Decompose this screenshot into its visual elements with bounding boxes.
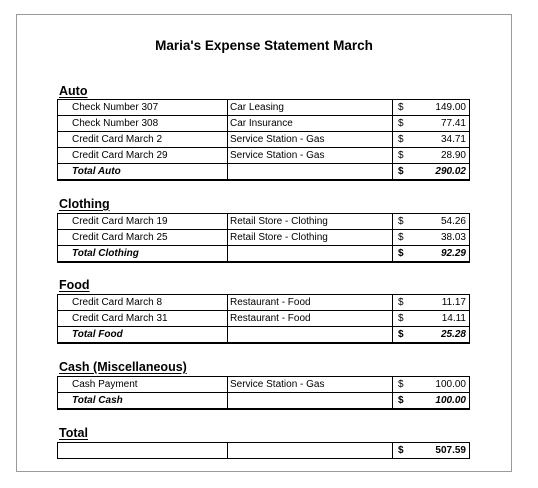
currency-symbol: $ [393, 230, 417, 246]
row-amount: 77.41 [417, 116, 470, 132]
table-row [58, 230, 470, 246]
empty-cell [228, 327, 393, 344]
currency-symbol: $ [393, 443, 417, 459]
row-description: Credit Card March 29 [58, 148, 228, 164]
row-category: Service Station - Gas [228, 377, 393, 393]
total-label: Total Clothing [58, 246, 228, 263]
expense-table-clothing [57, 213, 470, 263]
row-category: Restaurant - Food [228, 311, 393, 327]
total-amount: 25.28 [417, 327, 470, 344]
table-row [58, 148, 470, 164]
section-heading-clothing: Clothing [59, 197, 110, 211]
row-category: Service Station - Gas [228, 148, 393, 164]
row-category: Car Insurance [228, 116, 393, 132]
row-amount: 38.03 [417, 230, 470, 246]
total-amount: 290.02 [417, 164, 470, 181]
total-label: Total Food [58, 327, 228, 344]
row-description: Credit Card March 31 [58, 311, 228, 327]
currency-symbol: $ [393, 100, 417, 116]
section-heading-cash: Cash (Miscellaneous) [59, 360, 187, 374]
table-row [58, 214, 470, 230]
grand-total-table [57, 442, 470, 459]
row-description: Check Number 307 [58, 100, 228, 116]
section-heading-auto: Auto [59, 84, 88, 98]
row-category: Retail Store - Clothing [228, 230, 393, 246]
table-row [58, 311, 470, 327]
row-amount: 11.17 [417, 295, 470, 311]
expense-table-food [57, 294, 470, 344]
grand-total-amount: 507.59 [417, 443, 470, 459]
row-category: Car Leasing [228, 100, 393, 116]
row-description: Check Number 308 [58, 116, 228, 132]
row-amount: 100.00 [417, 377, 470, 393]
row-description: Credit Card March 8 [58, 295, 228, 311]
page-title: Maria's Expense Statement March [155, 38, 373, 53]
table-row [58, 377, 470, 393]
row-amount: 149.00 [417, 100, 470, 116]
total-row [58, 246, 470, 263]
currency-symbol: $ [393, 311, 417, 327]
currency-symbol: $ [393, 148, 417, 164]
expense-table-auto [57, 99, 470, 181]
table-row [58, 295, 470, 311]
table-row [58, 100, 470, 116]
section-heading-total: Total [59, 426, 88, 440]
currency-symbol: $ [393, 377, 417, 393]
row-description: Credit Card March 25 [58, 230, 228, 246]
total-label: Total Auto [58, 164, 228, 181]
total-row [58, 164, 470, 181]
row-amount: 34.71 [417, 132, 470, 148]
total-amount: 100.00 [417, 393, 470, 410]
row-category: Restaurant - Food [228, 295, 393, 311]
currency-symbol: $ [393, 327, 417, 344]
currency-symbol: $ [393, 393, 417, 410]
currency-symbol: $ [393, 116, 417, 132]
total-row [58, 393, 470, 410]
grand-total-row [58, 443, 470, 459]
total-amount: 92.29 [417, 246, 470, 263]
expense-statement-page [16, 14, 512, 472]
row-amount: 28.90 [417, 148, 470, 164]
total-label: Total Cash [58, 393, 228, 410]
empty-cell [228, 393, 393, 410]
currency-symbol: $ [393, 132, 417, 148]
row-category: Service Station - Gas [228, 132, 393, 148]
empty-cell [228, 246, 393, 263]
total-row [58, 327, 470, 344]
row-description: Cash Payment [58, 377, 228, 393]
row-category: Retail Store - Clothing [228, 214, 393, 230]
section-heading-food: Food [59, 278, 90, 292]
empty-cell [228, 164, 393, 181]
row-amount: 14.11 [417, 311, 470, 327]
row-description: Credit Card March 2 [58, 132, 228, 148]
row-description: Credit Card March 19 [58, 214, 228, 230]
currency-symbol: $ [393, 246, 417, 263]
currency-symbol: $ [393, 214, 417, 230]
expense-table-cash [57, 376, 470, 410]
empty-cell [228, 443, 393, 459]
table-row [58, 116, 470, 132]
table-row [58, 132, 470, 148]
currency-symbol: $ [393, 164, 417, 181]
currency-symbol: $ [393, 295, 417, 311]
empty-cell [58, 443, 228, 459]
row-amount: 54.26 [417, 214, 470, 230]
